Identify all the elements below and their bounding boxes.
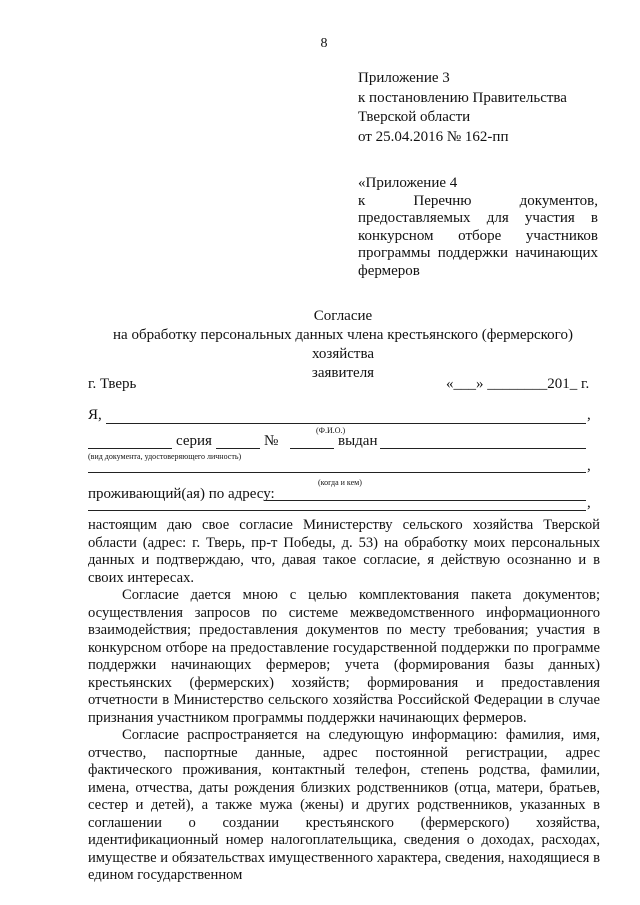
title-line: на обработку персональных данных члена крестьянского (фермерского) хозяйства <box>113 327 573 362</box>
title-line: заявителя <box>311 365 375 381</box>
appendix-4-line: к Перечню документов, <box>358 192 598 209</box>
title-line: Согласие <box>313 308 373 324</box>
appendix-3-line: к постановлению Правительства <box>358 89 567 106</box>
when-hint: (когда и кем) <box>318 478 362 487</box>
appendix-3-line: Тверской области <box>358 109 471 125</box>
seria-field[interactable] <box>216 436 260 449</box>
fio-hint: (Ф.И.О.) <box>316 426 346 435</box>
appendix-4-line: фермеров <box>358 262 420 279</box>
issued-by-field[interactable] <box>380 436 586 449</box>
number-label: № <box>264 433 279 449</box>
appendix-3-block <box>358 69 567 147</box>
address-label: проживающий(ая) по адресу: <box>88 486 275 502</box>
appendix-4-block <box>358 175 598 281</box>
document-type-field[interactable] <box>88 436 172 449</box>
number-field[interactable] <box>290 436 334 449</box>
ya-label: Я, <box>88 407 102 423</box>
appendix-4-line: предоставляемых для участия в <box>358 210 598 227</box>
when-issued-field[interactable] <box>88 462 586 473</box>
comma: , <box>587 407 591 423</box>
appendix-4-line: «Приложение 4 <box>358 175 458 191</box>
address-field-2[interactable] <box>88 498 586 511</box>
body-paragraph: Согласие дается мною с целью комплектования пакета документов; осуществления запросов по системе межведомственного информационного взаимодействия; предоставления документов по месту требования; участия в конкурсном отборе на предоставление государственной поддержки по программе поддержки начинающих фермеров; учета (формирования базы данных) крестьянских (фермерских) хозяйств; формирования и предоставления отчетности в Министерство сельского хозяйства Российской Федерации в случае признания участником программы поддержки начинающих фермеров. <box>88 587 600 726</box>
body-paragraph: Согласие распространяется на следующую информацию: фамилия, имя, отчество, паспортные данные, адрес постоянной регистрации, адрес фактического проживания, контактный телефон, степень родства, фамилии, имена, отчества, даты рождения близких родственников (отца, матери, братьев, сестер и детей), а также мужа (жены) и других родственников, указанных в соглашении о создании крестьянского (фермерского) хозяйства, идентификационный номер налогоплательщика, сведения о доходах, расходах, имуществе и обязательствах имущественного характера, сведения, находящиеся в едином государственном <box>88 727 600 883</box>
city-label: г. Тверь <box>88 376 137 392</box>
issued-label: выдан <box>338 433 378 449</box>
document-hint: (вид документа, удостоверяющего личность) <box>88 452 242 461</box>
seria-label: серия <box>176 433 212 449</box>
appendix-3-line: Приложение 3 <box>358 70 450 86</box>
appendix-4-line: программы поддержки начинающих <box>358 245 598 262</box>
date-field: «___» ________201_ г. <box>446 376 590 392</box>
fio-field[interactable] <box>106 406 586 424</box>
comma: , <box>587 495 591 511</box>
page-number: 8 <box>320 36 328 51</box>
consent-body <box>88 517 600 885</box>
comma: , <box>587 458 591 474</box>
document-title <box>86 307 600 383</box>
appendix-3-line: от 25.04.2016 № 162-пп <box>358 128 509 145</box>
appendix-4-line: конкурсном отборе участников <box>358 227 598 244</box>
body-paragraph: настоящим даю свое согласие Министерству сельского хозяйства Тверской области (адрес: г. Тверь, пр-т Победы, д. 53) на обработку моих персональных данных и подтверждаю, что, давая такое согласие, я действую осознанно и в своих интересах. <box>88 517 600 586</box>
